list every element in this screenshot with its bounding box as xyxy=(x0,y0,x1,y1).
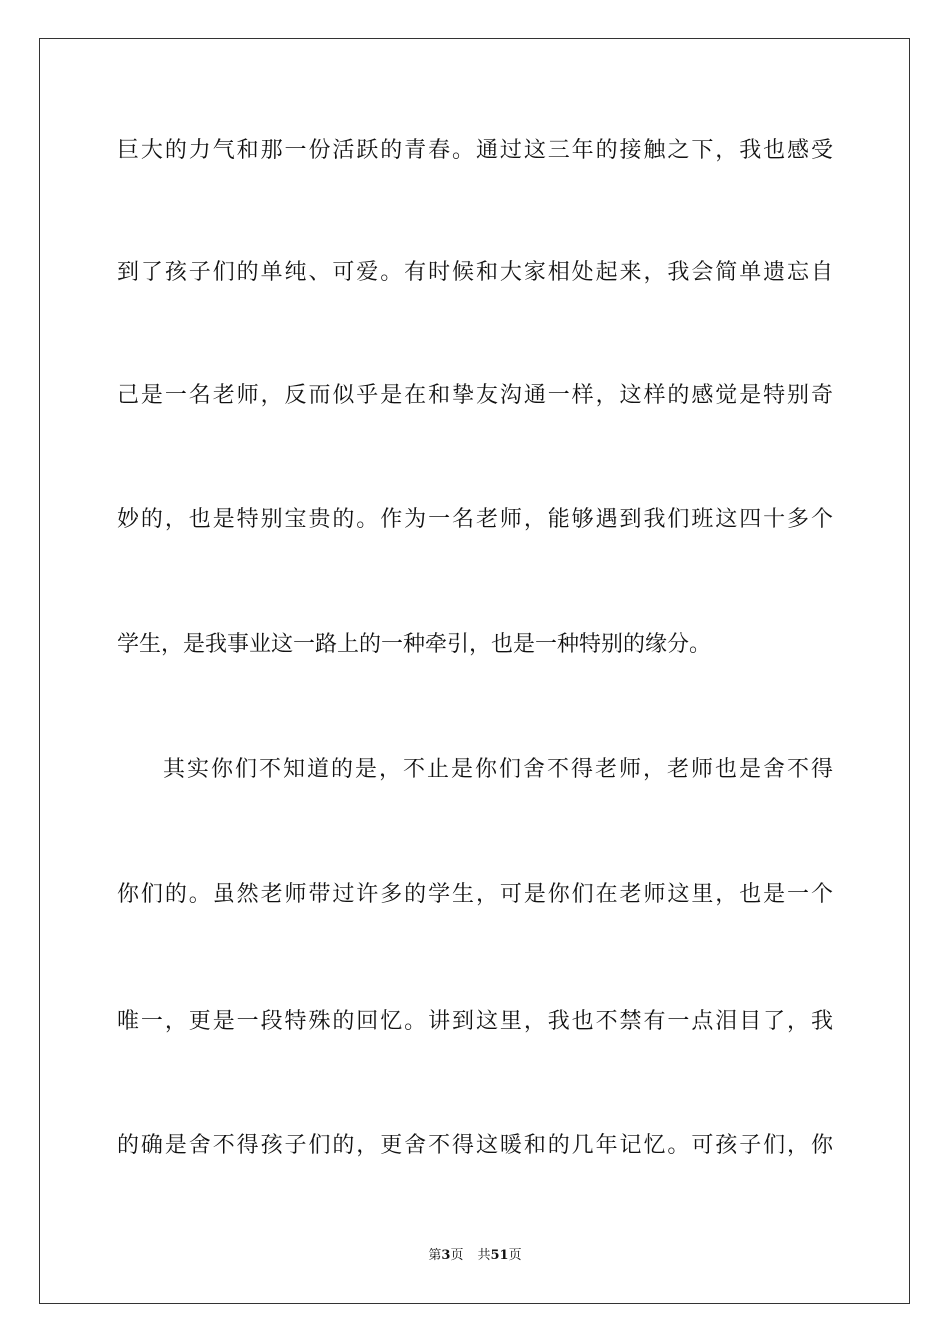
page-border xyxy=(39,38,910,1304)
total-suffix: 页 xyxy=(508,1248,522,1263)
text-line-1: 巨大的力气和那一份活跃的青春。通过这三年的接触之下，我也感受 xyxy=(117,138,833,163)
text-line-6: 其实你们不知道的是，不止是你们舍不得老师，老师也是舍不得 xyxy=(163,757,833,782)
text-line-4: 妙的，也是特别宝贵的。作为一名老师，能够遇到我们班这四十多个 xyxy=(117,507,833,532)
page-number: 3 xyxy=(441,1248,451,1263)
total-prefix: 共 xyxy=(477,1248,491,1263)
page-footer xyxy=(0,1247,950,1265)
text-line-8: 唯一，更是一段特殊的回忆。讲到这里，我也不禁有一点泪目了，我 xyxy=(117,1009,833,1034)
text-line-9: 的确是舍不得孩子们的，更舍不得这暖和的几年记忆。可孩子们，你 xyxy=(117,1133,833,1158)
text-line-2: 到了孩子们的单纯、可爱。有时候和大家相处起来，我会简单遗忘自 xyxy=(117,260,833,285)
total-pages: 51 xyxy=(490,1248,509,1263)
page-suffix: 页 xyxy=(450,1248,464,1263)
text-line-5: 学生，是我事业这一路上的一种牵引，也是一种特别的缘分。 xyxy=(117,632,712,657)
text-line-7: 你们的。虽然老师带过许多的学生，可是你们在老师这里，也是一个 xyxy=(117,882,833,907)
text-line-3: 己是一名老师，反而似乎是在和挚友沟通一样，这样的感觉是特别奇 xyxy=(117,383,833,408)
page-prefix: 第 xyxy=(428,1248,442,1263)
